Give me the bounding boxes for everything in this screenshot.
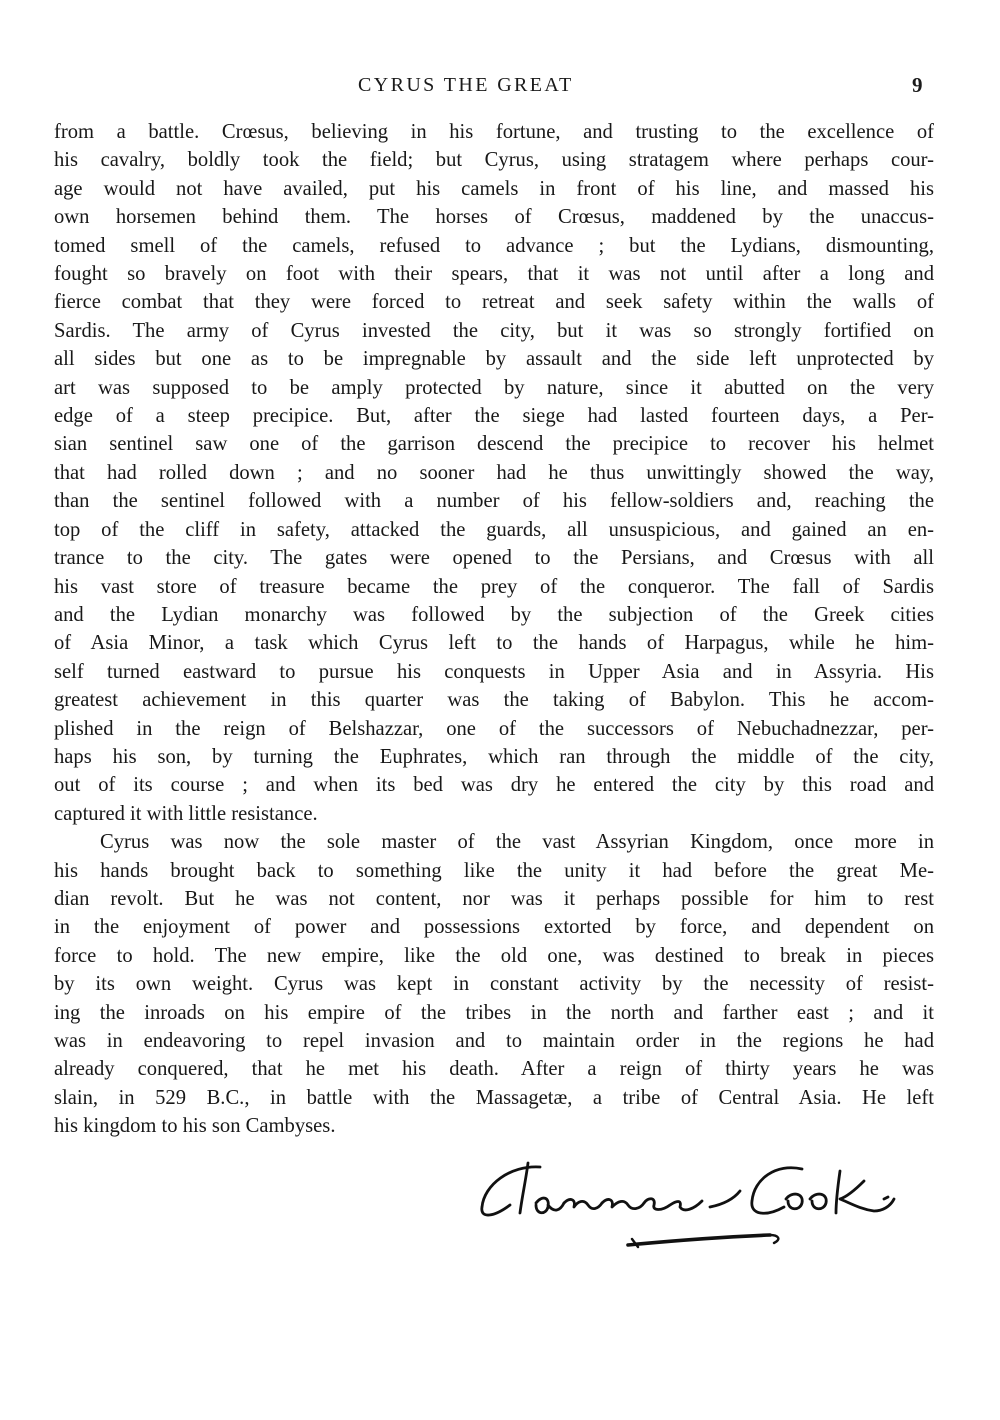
text-line: top of the cliff in safety, attacked the guards, all unsuspicious, and gained an en- [54, 518, 934, 541]
text-line: his hands brought back to something like the unity it had before the great Me- [54, 859, 934, 882]
text-line: by its own weight. Cyrus was kept in constant activity by the necessity of resist- [54, 973, 934, 996]
text-line: fought so bravely on foot with their spears, that it was not until after a long and [54, 263, 934, 286]
text-line: his cavalry, boldly took the field; but Cyrus, using stratagem where perhaps cour- [54, 149, 934, 172]
text-line: out of its course ; and when its bed was dry he entered the city by this road and [54, 774, 934, 797]
text-line: haps his son, by turning the Euphrates, which ran through the middle of the city, [54, 745, 934, 768]
running-title: CYRUS THE GREAT [358, 74, 574, 96]
signature [470, 1155, 920, 1255]
text-line: edge of a steep precipice. But, after the siege had lasted fourteen days, a Per- [54, 405, 934, 428]
text-line: art was supposed to be amply protected by nature, since it abutted on the very [54, 376, 934, 399]
page-number: 9 [912, 73, 923, 97]
text-line: already conquered, that he met his death. After a reign of thirty years he was [54, 1058, 934, 1081]
text-line: his kingdom to his son Cambyses. [54, 1115, 336, 1138]
text-line: sian sentinel saw one of the garrison descend the precipice to recover his helmet [54, 433, 934, 456]
text-line: of Asia Minor, a task which Cyrus left to the hands of Harpagus, while he him- [54, 632, 934, 655]
text-line: trance to the city. The gates were opened to the Persians, and Crœsus with all [54, 547, 934, 570]
text-line: dian revolt. But he was not content, nor was it perhaps possible for him to rest [54, 887, 934, 910]
text-line: that had rolled down ; and no sooner had he thus unwittingly showed the way, [54, 461, 934, 484]
text-line: from a battle. Crœsus, believing in his fortune, and trusting to the excellence of [54, 121, 934, 143]
text-line: and the Lydian monarchy was followed by the subjection of the Greek cities [54, 603, 934, 626]
text-line: greatest achievement in this quarter was the taking of Babylon. This he accom- [54, 689, 934, 712]
text-line: Cyrus was now the sole master of the vast Assyrian Kingdom, once more in [100, 831, 934, 854]
text-line: force to hold. The new empire, like the old one, was destined to break in pieces [54, 944, 934, 967]
body-text [54, 118, 934, 1141]
text-line: all sides but one as to be impregnable by assault and the side left unprotected by [54, 348, 934, 371]
text-line: ing the inroads on his empire of the tribes in the north and farther east ; and it [54, 1001, 934, 1024]
text-line: age would not have availed, put his camels in front of his line, and massed his [54, 177, 934, 200]
text-line: slain, in 529 B.C., in battle with the Massagetæ, a tribe of Central Asia. He left [54, 1086, 934, 1109]
text-line: was in endeavoring to repel invasion and to maintain order in the regions he had [54, 1030, 934, 1052]
running-head [0, 74, 1000, 104]
text-line: plished in the reign of Belshazzar, one of the successors of Nebuchadnezzar, per- [54, 717, 934, 740]
text-line: captured it with little resistance. [54, 802, 318, 825]
text-line: Sardis. The army of Cyrus invested the city, but it was so strongly fortified on [54, 319, 934, 342]
text-line: than the sentinel followed with a number of his fellow-soldiers and, reaching the [54, 490, 934, 513]
text-line: self turned eastward to pursue his conquests in Upper Asia and in Assyria. His [54, 660, 934, 683]
text-line: his vast store of treasure became the prey of the conqueror. The fall of Sardis [54, 575, 934, 598]
text-line: in the enjoyment of power and possessions extorted by force, and dependent on [54, 916, 934, 939]
text-line: own horsemen behind them. The horses of Crœsus, maddened by the unaccus- [54, 206, 934, 229]
text-line: fierce combat that they were forced to retreat and seek safety within the walls of [54, 291, 934, 314]
text-line: tomed smell of the camels, refused to advance ; but the Lydians, dismounting, [54, 234, 934, 257]
